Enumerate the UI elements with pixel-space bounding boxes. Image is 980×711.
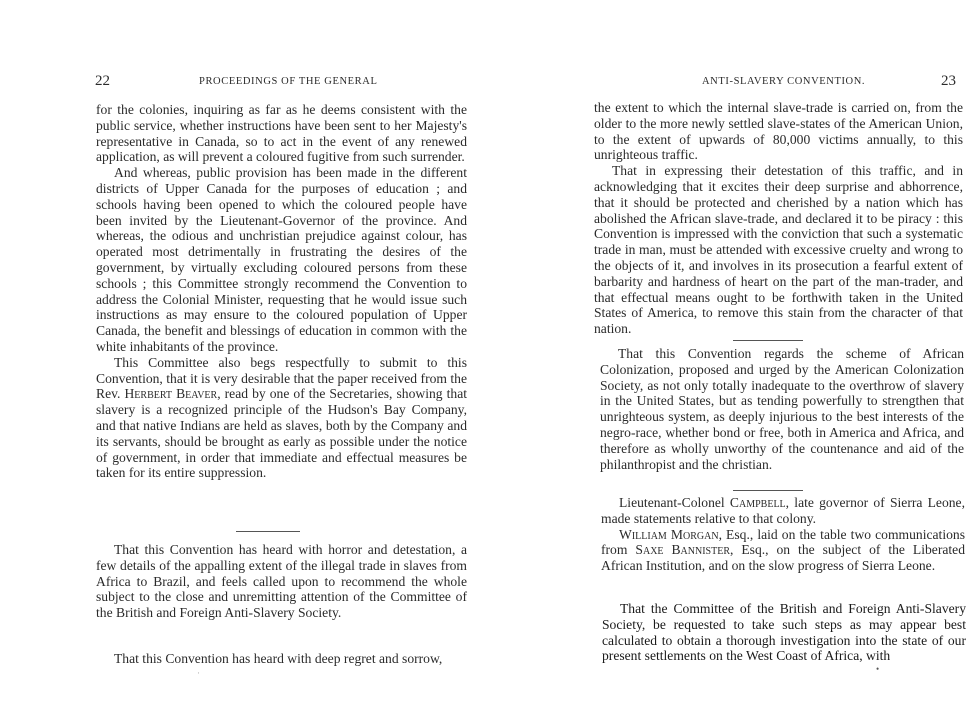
paragraph: That the Committee of the British and Foreign Anti-Slavery Society, be requested to take such steps as may appear best calculated to obtain a thorough investigation into the state of our present settlements on the West Coast of Africa, with — [602, 601, 966, 664]
text-run: , Esq., on the subject of the Liberated African Institution, and on the slow progress of Sierra Leone. — [601, 542, 966, 574]
paragraph: That this Convention has heard with horror and detestation, a few details of the appalling extent of the illegal trade in slaves from Africa to Brazil, and feels called upon to recommend the whole subject to the close and unremitting attention of the Committee of the British and Foreign Anti-Slavery Society. — [96, 542, 467, 621]
right-resolution-block — [600, 346, 964, 472]
text-run: , late governor of Sierra Leone, made statements relative to that colony. — [601, 495, 965, 526]
paragraph — [601, 527, 965, 574]
text-run: , Esq., laid on the table two communications from — [601, 526, 965, 558]
text-run: , read by one of the Secretaries, showing that slavery is a recognized principle of the Hudson's Bay Company, and that native Indians are held as slaves, both by the Company and its servants, should be brought as early as possible under the notice of government, in order that immediate and effectual measures be taken for its entire suppression. — [96, 386, 468, 481]
paragraph — [601, 495, 965, 527]
right-text-block — [594, 100, 963, 337]
person-name: Herbert Beaver — [124, 386, 218, 402]
paragraph: the extent to which the internal slave-trade is carried on, from the older to the more newly settled slave-states of the American Union, to the extent of upwards of 80,000 victims annually, to this unrighteous traffic. — [594, 100, 963, 163]
person-name: Campbell — [729, 495, 786, 510]
section-divider — [236, 531, 300, 532]
page-speck: • — [876, 664, 880, 674]
paragraph: And whereas, public provision has been made in the different districts of Upper Canada for the purposes of education ; and schools having been opened to which the coloured people have been invited by the Lieutenant-Governor of the province. And whereas, the odious and unchristian prejudice against colour, has operated most detrimentally in frustrating the desires of the government, by virtually excluding coloured persons from these schools ; this Committee strongly recommend the Convention to address the Colonial Minister, requesting that he would issue such instructions as may ensure to the coloured population of Upper Canada, the benefit and blessings of education in common with the white inhabitants of the province. — [96, 165, 467, 354]
text-run: Lieutenant-Colonel — [619, 495, 725, 510]
text-run: This Committee also begs respectfully to submit to this Convention, that it is very desirable that the paper received from the Rev. — [96, 354, 467, 402]
section-divider — [733, 490, 803, 491]
right-notes-block — [601, 495, 965, 574]
paragraph: That in expressing their detestation of this traffic, and in acknowledging that it excites their deep surprise and abhorrence, that it should be protected and cherished by a nation which has abolished the African slave-trade, and declared it to be piracy : this Convention is impressed with the conviction that such a systematic trade in man, must be attended with excessive cruelty and wrong to the objects of it, and involves in its prosecution a fearful extent of barbarity and hardness of heart on the part of the man-trader, and that effectual means ought to be forthwith taken in the United States of America, to remove this stain from the character of that nation. — [594, 163, 963, 337]
paragraph: That this Convention regards the scheme of African Colonization, proposed and urged by the American Colonization Society, as not only totally inadequate to the overthrow of slavery in the United States, but as tending powerfully to strengthen that unrighteous system, as deeply injurious to the best interests of the negro-race, whether bond or free, both in America and Africa, and therefore as wholly unworthy of the countenance and aid of the philanthropist and the christian. — [600, 346, 964, 472]
page-number-left: 22 — [95, 73, 110, 89]
right-page — [490, 0, 980, 711]
right-final-block — [602, 601, 966, 664]
page-number-right: 23 — [941, 73, 956, 89]
left-text-block — [96, 102, 467, 481]
paragraph — [96, 355, 467, 481]
person-name: Saxe Bannister — [635, 542, 730, 558]
left-resolution-block — [96, 542, 467, 621]
paragraph: That this Convention has heard with deep regret and sorrow, — [114, 651, 443, 666]
left-final-line — [96, 651, 467, 667]
paragraph: for the colonies, inquiring as far as he deems consistent with the public service, whether instructions have been sent to her Majesty's representative in Canada, so to act in the event of any renewed application, as will prevent a coloured fugitive from such surrender. — [96, 102, 467, 165]
page-speck: · — [197, 668, 200, 678]
running-head-left: PROCEEDINGS OF THE GENERAL — [199, 76, 378, 87]
section-divider — [733, 340, 803, 341]
running-head-right: ANTI-SLAVERY CONVENTION. — [702, 76, 866, 87]
person-name: William Morgan — [619, 526, 719, 542]
